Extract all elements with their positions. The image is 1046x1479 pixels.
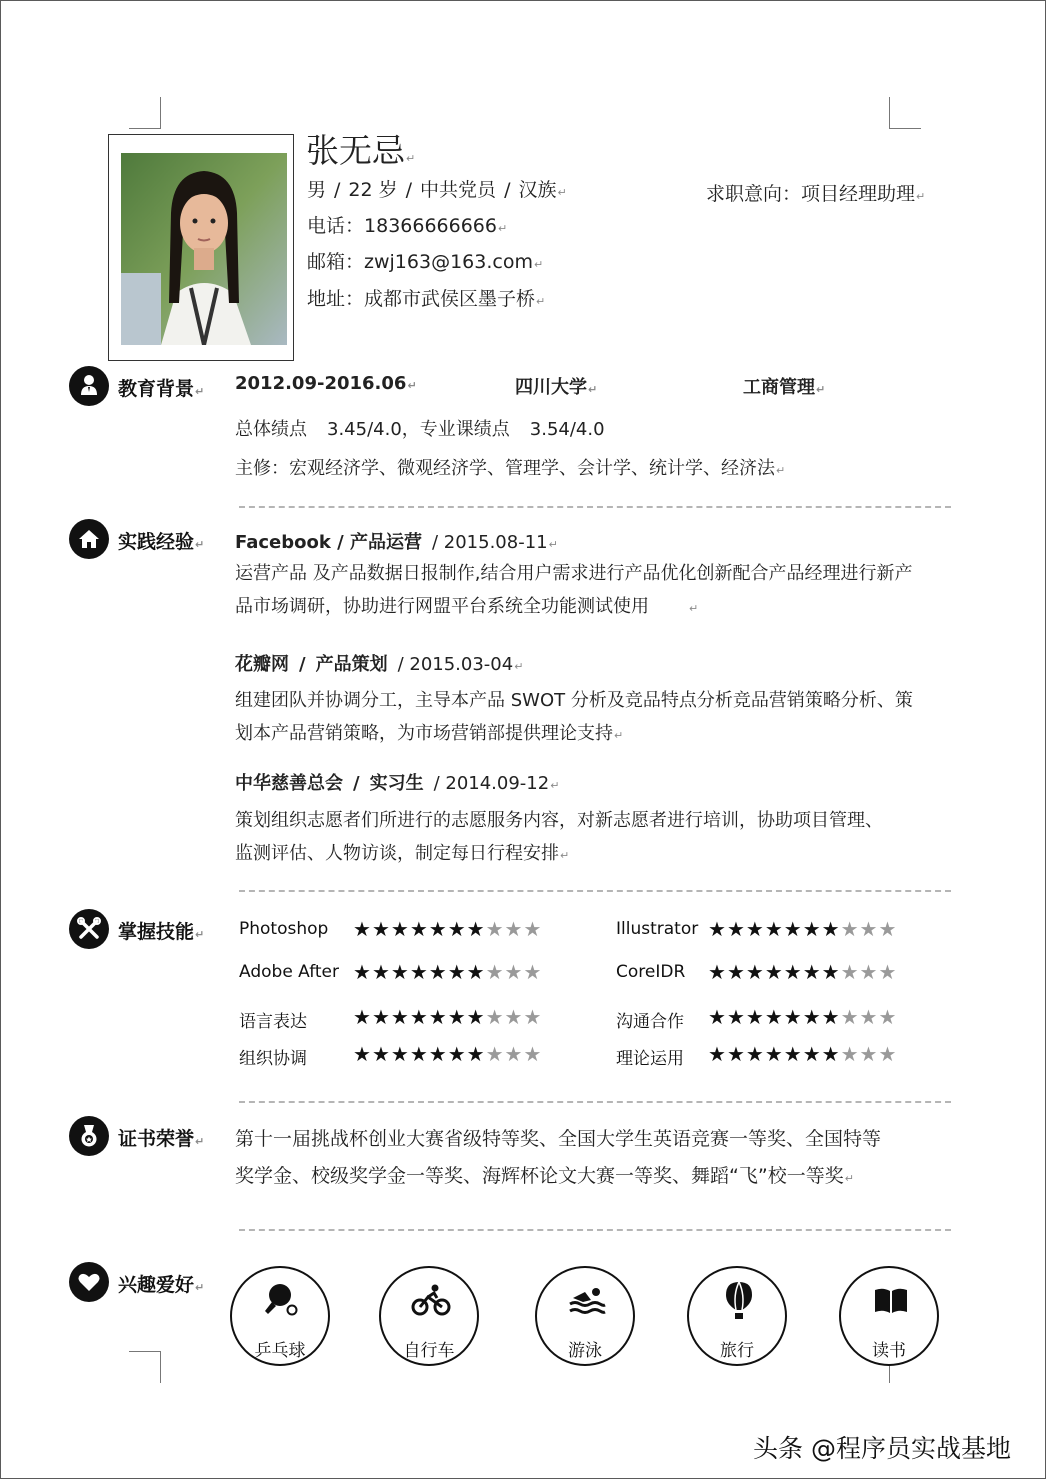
skill-label: Adobe After bbox=[239, 962, 339, 982]
star-filled-icon: ★ bbox=[745, 917, 765, 941]
email-line: 邮箱：zwj163@163.com↵ bbox=[307, 251, 544, 273]
star-filled-icon: ★ bbox=[447, 917, 467, 941]
star-filled-icon: ★ bbox=[821, 1005, 841, 1029]
hobby-travel bbox=[687, 1266, 787, 1366]
section-divider bbox=[239, 1101, 951, 1103]
star-empty-icon: ★ bbox=[878, 917, 898, 941]
star-filled-icon: ★ bbox=[409, 960, 429, 984]
edu-gpa-line bbox=[235, 415, 605, 441]
edu-major-text: 工商管理 bbox=[743, 377, 815, 398]
star-filled-icon: ★ bbox=[783, 1005, 803, 1029]
crop-mark-bottom-left bbox=[129, 1351, 161, 1383]
major-gpa-value: 3.54/4.0 bbox=[529, 419, 605, 440]
awards-line1-text: 第十一届挑战杯创业大赛省级特等奖、全国大学生英语竞赛一等奖、全国特等 bbox=[235, 1128, 882, 1150]
skill-rating-stars bbox=[708, 960, 897, 984]
star-empty-icon: ★ bbox=[840, 1005, 860, 1029]
exp1-line2: 品市场调研，协助进行网盟平台系统全功能测试使用 bbox=[235, 596, 649, 617]
home-icon bbox=[69, 519, 109, 559]
star-filled-icon: ★ bbox=[447, 960, 467, 984]
skill-rating-stars bbox=[353, 1005, 542, 1029]
skill-label: CoreIDR bbox=[616, 962, 686, 982]
exp3-line2: 监测评估、人物访谈，制定每日行程安排 bbox=[235, 843, 559, 864]
skill-rating-stars bbox=[708, 1005, 897, 1029]
phone-line: 电话：18366666666↵ bbox=[307, 215, 508, 237]
person-icon bbox=[69, 366, 109, 406]
star-empty-icon: ★ bbox=[878, 1005, 898, 1029]
skill-label: Photoshop bbox=[239, 919, 329, 939]
awards-line2: 奖学金、校级奖学金一等奖、海辉杯论文大赛一等奖、舞蹈“飞”校一等奖↵ bbox=[235, 1165, 854, 1187]
experience-heading-3: 中华慈善总会 / 实习生 / 2014.09-12↵ bbox=[235, 773, 560, 794]
star-filled-icon: ★ bbox=[447, 1042, 467, 1066]
skill-rating-stars bbox=[708, 1042, 897, 1066]
star-empty-icon: ★ bbox=[504, 960, 524, 984]
star-filled-icon: ★ bbox=[428, 917, 448, 941]
star-filled-icon: ★ bbox=[821, 1042, 841, 1066]
star-filled-icon: ★ bbox=[821, 917, 841, 941]
star-filled-icon: ★ bbox=[353, 960, 372, 984]
gpa-value: 3.45/4.0，专业课绩点 bbox=[327, 419, 510, 440]
star-filled-icon: ★ bbox=[390, 960, 410, 984]
medal-icon bbox=[69, 1116, 109, 1156]
skill-rating-stars bbox=[353, 917, 542, 941]
ping-pong-icon bbox=[262, 1280, 302, 1320]
hobby-ping-pong bbox=[230, 1266, 330, 1366]
profile-photo bbox=[121, 153, 287, 345]
skill-rating-stars bbox=[353, 960, 542, 984]
star-filled-icon: ★ bbox=[764, 1005, 784, 1029]
star-filled-icon: ★ bbox=[802, 917, 822, 941]
education-title-text: 教育背景 bbox=[118, 378, 195, 400]
section-title-experience: 实践经验↵ bbox=[118, 531, 205, 553]
objective-value: 项目经理助理 bbox=[801, 183, 916, 205]
star-filled-icon: ★ bbox=[745, 1042, 765, 1066]
exp2-desc-line1 bbox=[235, 686, 913, 712]
watermark: 头条 @程序员实战基地 bbox=[753, 1434, 1011, 1463]
experience-heading-1: Facebook / 产品运营 / 2015.08-11↵ bbox=[235, 532, 558, 553]
star-filled-icon: ★ bbox=[745, 1005, 765, 1029]
hobby-bicycle bbox=[379, 1266, 479, 1366]
star-empty-icon: ★ bbox=[859, 960, 879, 984]
star-filled-icon: ★ bbox=[764, 1042, 784, 1066]
star-filled-icon: ★ bbox=[390, 1005, 410, 1029]
awards-line2-text: 奖学金、校级奖学金一等奖、海辉杯论文大赛一等奖、舞蹈“飞”校一等奖 bbox=[235, 1165, 844, 1187]
star-filled-icon: ★ bbox=[726, 917, 746, 941]
bicycle-icon bbox=[411, 1280, 451, 1320]
star-filled-icon: ★ bbox=[466, 917, 486, 941]
star-empty-icon: ★ bbox=[523, 1005, 543, 1029]
experience-title-text: 实践经验 bbox=[118, 531, 195, 553]
name-text: 张无忌 bbox=[306, 131, 405, 170]
exp2-line1: 组建团队并协调分工，主导本产品 SWOT 分析及竞品特点分析竞品营销策略分析、策 bbox=[235, 690, 913, 711]
skill-label: Illustrator bbox=[616, 919, 699, 939]
section-title-hobbies: 兴趣爱好↵ bbox=[118, 1274, 205, 1296]
crop-mark-top-left bbox=[129, 97, 161, 129]
gender: 男 bbox=[307, 179, 327, 201]
crop-mark-top-right bbox=[889, 97, 921, 129]
hobby-label-bicycle: 自行车 bbox=[403, 1341, 455, 1361]
section-divider bbox=[239, 506, 951, 508]
awards-line1 bbox=[235, 1124, 881, 1151]
star-filled-icon: ★ bbox=[764, 960, 784, 984]
star-empty-icon: ★ bbox=[523, 917, 543, 941]
star-empty-icon: ★ bbox=[878, 1042, 898, 1066]
heart-icon bbox=[69, 1262, 109, 1302]
edu-school-text: 四川大学 bbox=[515, 377, 587, 398]
star-empty-icon: ★ bbox=[504, 1042, 524, 1066]
star-filled-icon: ★ bbox=[447, 1005, 467, 1029]
profile-photo-frame bbox=[108, 134, 294, 361]
phone-label: 电话： bbox=[307, 215, 365, 237]
star-filled-icon: ★ bbox=[783, 1042, 803, 1066]
job-objective: 求职意向：项目经理助理↵ bbox=[706, 183, 926, 205]
star-filled-icon: ★ bbox=[708, 960, 727, 984]
ethnicity: 汉族 bbox=[518, 179, 557, 201]
star-empty-icon: ★ bbox=[523, 1042, 543, 1066]
star-empty-icon: ★ bbox=[485, 1042, 505, 1066]
star-filled-icon: ★ bbox=[802, 1042, 822, 1066]
star-filled-icon: ★ bbox=[390, 1042, 410, 1066]
skill-label: 语言表达 bbox=[239, 1012, 307, 1032]
star-filled-icon: ★ bbox=[390, 917, 410, 941]
section-title-education: 教育背景↵ bbox=[118, 378, 205, 400]
star-empty-icon: ★ bbox=[878, 960, 898, 984]
address-label: 地址： bbox=[307, 288, 365, 310]
star-filled-icon: ★ bbox=[466, 960, 486, 984]
exp1-desc-line2: 品市场调研，协助进行网盟平台系统全功能测试使用 ↵ bbox=[235, 596, 699, 617]
exp1-role: 产品运营 bbox=[349, 532, 422, 553]
age: 22 岁 bbox=[348, 179, 398, 201]
star-filled-icon: ★ bbox=[409, 917, 429, 941]
awards-title-text: 证书荣誉 bbox=[118, 1128, 195, 1150]
experience-heading-2: 花瓣网 / 产品策划 / 2015.03-04↵ bbox=[235, 654, 524, 675]
edu-courses: 主修：宏观经济学、微观经济学、管理学、会计学、统计学、经济法↵ bbox=[235, 458, 786, 479]
section-title-skills: 掌握技能↵ bbox=[118, 921, 205, 943]
exp3-date: 2014.09-12 bbox=[445, 773, 550, 794]
star-filled-icon: ★ bbox=[708, 1005, 727, 1029]
exp2-role: 产品策划 bbox=[315, 654, 388, 675]
star-empty-icon: ★ bbox=[859, 1042, 879, 1066]
star-empty-icon: ★ bbox=[840, 1042, 860, 1066]
star-filled-icon: ★ bbox=[745, 960, 765, 984]
candidate-name: 张无忌↵ bbox=[306, 131, 416, 170]
exp2-org: 花瓣网 bbox=[235, 654, 289, 675]
edu-school: 四川大学↵ bbox=[515, 377, 598, 398]
star-filled-icon: ★ bbox=[764, 917, 784, 941]
hobbies-title-text: 兴趣爱好 bbox=[118, 1274, 195, 1296]
objective-label: 求职意向： bbox=[706, 183, 802, 205]
skill-label: 组织协调 bbox=[239, 1049, 307, 1069]
exp2-date: 2015.03-04 bbox=[409, 654, 514, 675]
skill-rating-stars bbox=[353, 1042, 542, 1066]
hobby-label-reading: 读书 bbox=[872, 1341, 906, 1361]
star-filled-icon: ★ bbox=[821, 960, 841, 984]
section-title-awards: 证书荣誉↵ bbox=[118, 1128, 205, 1150]
exp3-org: 中华慈善总会 bbox=[235, 773, 343, 794]
hobby-swimming bbox=[535, 1266, 635, 1366]
star-filled-icon: ★ bbox=[726, 960, 746, 984]
star-empty-icon: ★ bbox=[840, 917, 860, 941]
hot-air-balloon-icon bbox=[719, 1280, 759, 1320]
star-filled-icon: ★ bbox=[783, 960, 803, 984]
star-filled-icon: ★ bbox=[353, 1005, 372, 1029]
courses-text: 主修：宏观经济学、微观经济学、管理学、会计学、统计学、经济法 bbox=[235, 458, 775, 479]
edu-period: 2012.09-2016.06↵ bbox=[235, 373, 417, 394]
star-empty-icon: ★ bbox=[504, 1005, 524, 1029]
address-line: 地址：成都市武侯区墨子桥↵ bbox=[307, 288, 546, 310]
political-status: 中共党员 bbox=[420, 179, 497, 201]
star-filled-icon: ★ bbox=[371, 917, 391, 941]
phone-value: 18366666666 bbox=[364, 215, 497, 237]
email-value: zwj163@163.com bbox=[364, 251, 533, 273]
star-filled-icon: ★ bbox=[353, 917, 372, 941]
star-empty-icon: ★ bbox=[485, 1005, 505, 1029]
email-label: 邮箱： bbox=[307, 251, 365, 273]
section-divider bbox=[239, 1229, 951, 1231]
hobby-reading bbox=[839, 1266, 939, 1366]
star-empty-icon: ★ bbox=[485, 960, 505, 984]
star-filled-icon: ★ bbox=[371, 1042, 391, 1066]
exp1-desc-line1 bbox=[235, 559, 912, 585]
star-empty-icon: ★ bbox=[840, 960, 860, 984]
gpa-label: 总体绩点 bbox=[235, 419, 307, 440]
exp3-line1: 策划组织志愿者们所进行的志愿服务内容，对新志愿者进行培训，协助项目管理、 bbox=[235, 810, 883, 831]
star-filled-icon: ★ bbox=[783, 917, 803, 941]
skills-title-text: 掌握技能 bbox=[118, 921, 195, 943]
star-filled-icon: ★ bbox=[428, 1005, 448, 1029]
hobby-label-travel: 旅行 bbox=[720, 1341, 754, 1361]
star-filled-icon: ★ bbox=[726, 1042, 746, 1066]
basic-info-line: 男 / 22 岁 / 中共党员 / 汉族↵ bbox=[307, 179, 567, 201]
exp3-desc-line1 bbox=[235, 806, 883, 832]
star-filled-icon: ★ bbox=[802, 1005, 822, 1029]
star-filled-icon: ★ bbox=[428, 1042, 448, 1066]
skill-label: 理论运用 bbox=[616, 1049, 684, 1069]
edu-major: 工商管理↵ bbox=[743, 377, 826, 398]
section-divider bbox=[239, 890, 951, 892]
tools-icon bbox=[69, 909, 109, 949]
exp1-org: Facebook bbox=[235, 532, 331, 553]
hobby-label-swimming: 游泳 bbox=[568, 1341, 602, 1361]
star-empty-icon: ★ bbox=[859, 1005, 879, 1029]
star-filled-icon: ★ bbox=[428, 960, 448, 984]
star-filled-icon: ★ bbox=[802, 960, 822, 984]
exp3-role: 实习生 bbox=[369, 773, 424, 794]
star-filled-icon: ★ bbox=[371, 960, 391, 984]
book-icon bbox=[871, 1280, 911, 1320]
exp2-line2: 划本产品营销策略，为市场营销部提供理论支持 bbox=[235, 723, 613, 744]
star-empty-icon: ★ bbox=[523, 960, 543, 984]
swimming-icon bbox=[567, 1280, 607, 1320]
skill-label: 沟通合作 bbox=[616, 1012, 684, 1032]
star-filled-icon: ★ bbox=[409, 1005, 429, 1029]
star-empty-icon: ★ bbox=[859, 917, 879, 941]
star-filled-icon: ★ bbox=[466, 1042, 486, 1066]
star-filled-icon: ★ bbox=[371, 1005, 391, 1029]
hobby-label-ping-pong: 乒乓球 bbox=[254, 1341, 306, 1361]
exp3-desc-line2: 监测评估、人物访谈，制定每日行程安排↵ bbox=[235, 843, 570, 864]
star-empty-icon: ★ bbox=[504, 917, 524, 941]
skill-rating-stars bbox=[708, 917, 897, 941]
exp1-line1: 运营产品 及产品数据日报制作,结合用户需求进行产品优化创新配合产品经理进行新产 bbox=[235, 563, 913, 584]
star-filled-icon: ★ bbox=[409, 1042, 429, 1066]
star-filled-icon: ★ bbox=[708, 1042, 727, 1066]
star-filled-icon: ★ bbox=[726, 1005, 746, 1029]
exp1-date: 2015.08-11 bbox=[443, 532, 548, 553]
exp2-desc-line2: 划本产品营销策略，为市场营销部提供理论支持↵ bbox=[235, 723, 624, 744]
star-filled-icon: ★ bbox=[353, 1042, 372, 1066]
star-empty-icon: ★ bbox=[485, 917, 505, 941]
edu-period-text: 2012.09-2016.06 bbox=[235, 373, 407, 394]
address-value: 成都市武侯区墨子桥 bbox=[364, 288, 536, 310]
star-filled-icon: ★ bbox=[466, 1005, 486, 1029]
star-filled-icon: ★ bbox=[708, 917, 727, 941]
